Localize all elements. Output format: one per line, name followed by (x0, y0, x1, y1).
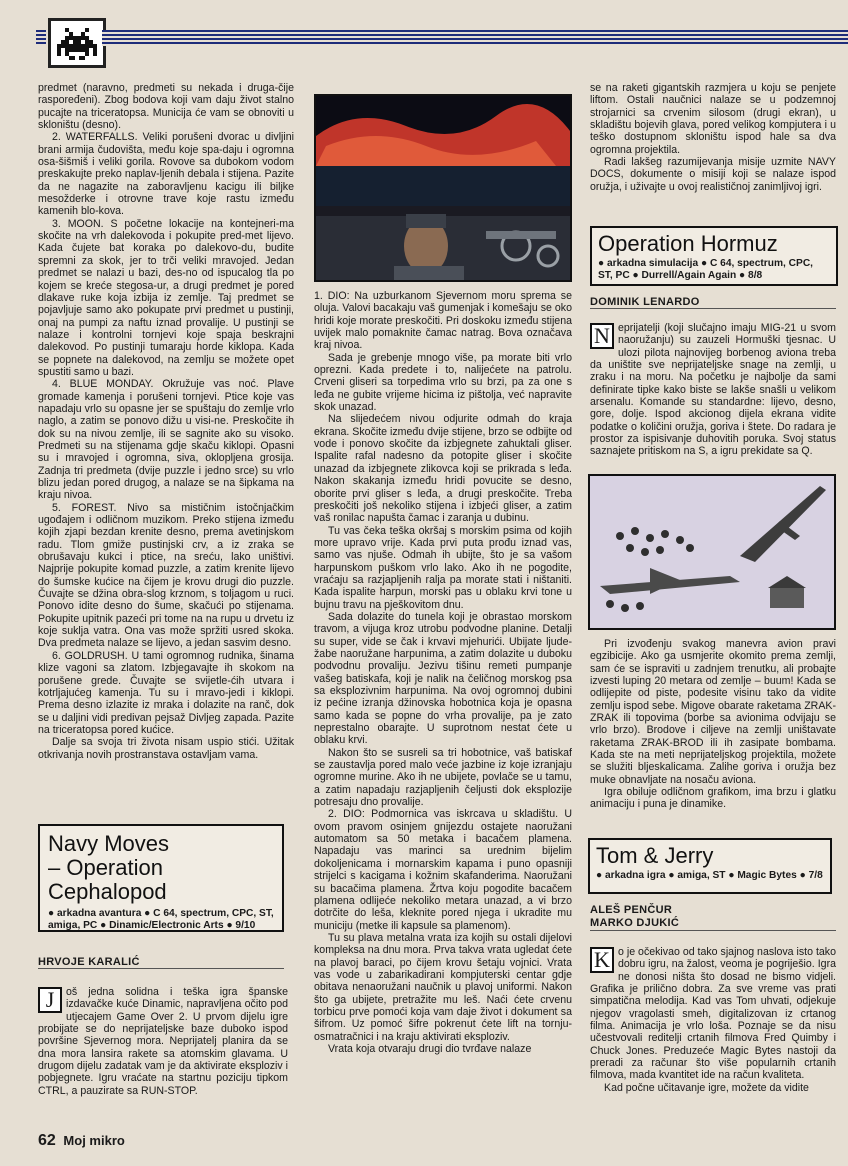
paragraph: 2. DIO: Podmornica vas iskrcava u skladištu. U ovom pravom osinjem gnijezdu ostajete naoružani automatom sa 50 metaka i bacačem plamena. Napadaju vas marinci sa urednim bijelim dokoljenicama i mornarskim kapama i puno opasniji strijelci s kacigama i kožnim skafanderima. Naoružani su bacačima plamena. Žrtva koju pogodite bacačem plamena odlijeće nekoliko metara unazad, a vi brzo dotrčite do leša, kleknite pored njega i ukradite mu municiju (metke ili kapsule sa plamenom). (314, 808, 572, 932)
header-stripe (102, 30, 848, 46)
column-2-text (314, 290, 572, 1055)
review-box-operation-hormuz (590, 226, 838, 286)
paragraph: 2. WATERFALLS. Veliki porušeni dvorac u divljini brani armija čudovišta, među koje spa-daju i ogromna osa-šišmiš i veliki gorila. Rovove sa dubokom vodom preskakujte preko naplav-ljenih debala i stijena. Pazite da ne nagazite na zaboravljenu kacigu ili biljke mesožderke i otrovne trave koje rastu između kamenih blo-kova. (38, 131, 294, 218)
paragraph: Tu vas čeka teška okršaj s morskim psima od kojih more upravo vrije. Kada prvi puta prođu iznad vas, samo vas njuše. Odmah ih ubijte, što je sa vašom harpunskom puškom vrlo lako. Ako ih ne pogodite, vraćaju sa razjapljenih ralja pa morate stati i ništaniti. Kada ispalite harpun, morski pas u oblaku krvi tone u bujnu travu na pješkovitom dnu. (314, 524, 572, 611)
paragraph: Na slijedećem nivou odjurite odmah do kraja ekrana. Skočite između dvije stijene, brzo se odbijte od vode i ponovo skočite da izbjegnete zahuktali gliser. Ispalite rafal nadesno da potopite gliser i skočite unazad da izbjegnete zlikovca koji se prikrada s leđa. Nakon skakanja između hridi povucite se desno, oborite prvi gliser s leđa, a drugi preskočite. Treba preskočiti još nekoliko stijena i izbjeći gliser, a zatim vaš ronilac napušta čamac i zaranja u dubinu. (314, 413, 572, 525)
paragraph: predmet (naravno, predmeti su nekada i druga-čije raspoređeni). Zbog bodova koji vam daju život stalno pucajte na triceratopsa. Municija će vam se obnoviti u skloništu (desno). (38, 82, 294, 132)
paragraph: Igra obiluje odličnom grafikom, ima brzu i glatku animaciju i puna je dinamike. (590, 786, 836, 811)
review-title-line: Navy Moves (48, 831, 170, 856)
magazine-name: Moj mikro (63, 1133, 125, 1148)
space-invader-icon (57, 26, 97, 60)
author-name: DOMINIK LENARDO (590, 296, 700, 308)
page-footer (38, 1132, 125, 1150)
tom-jerry-intro (590, 946, 836, 1094)
author-name: HRVOJE KARALIĆ (38, 956, 140, 968)
paragraph: Sada dolazite do tunela koji je obrastao morskom travom, a vijuga kroz utrobu podvodne planine. Detalji su super, vide se čak i krvavi mjehurići. Ubijate ljude-žabe naoružane harpunima, a zatim dolazite u duboku podvodnu provaliju. Jezivu tišinu remeti pumpanje vašeg batiskafa, koji je nalik na čeličnog morskog psa sa eksplozivnim harpunima. Na ovoj ogromnoj dubini iz pećine izranja džinovska hobotnica koja je opasna samo kada se popne do vrha provalije, pa je zato neprestalno obarajte. U suprotnom nestat ćete u oblaku krvi. (314, 610, 572, 747)
paragraph: 3. MOON. S početne lokacije na kontejneri-ma skočite na vrh dalekovoda i pokupite pred-met lijevo. Kada čujete bat koraka po dalekovo-du, budite spremni za skok, jer to trči veliki mravojed. Jedan predmet se nalazi u bazi, des-no od ispucalog tla po kojem se kreće stegosa-ur, a drugi predmet je pored dlakave ruke koja izbija iz zemlje. Taj predmet se pojavljuje samo ako pokupate prvi predmet u pustinji, onaj na pumpi za naftu iznad provalije. U pustinji se nalaze i kontrolni tornjevi koje spaja beskrajni dalekovod. Po pustinji tumaraju horde kiklopa. Kada se popnete na dalekovod, na zemlju se možete opet spustiti samo u bazi. (38, 217, 294, 378)
intro-text: eprijatelji (koji slučajno imaju MIG-21 u svom naoružanju) su zauzeli Hormuški tjesnac. U ulozi pilota najnovijeg borbenog aviona treba da uništite sve neprijateljske snage na zemlji, u zraku i na moru. Na početku je najbolje da sami definirate tipke kako biste se lakše snašli u velikom arsenalu. Komande su standardne: lijevo, desno, gore, dolje. Ispod akcionog dijela ekrana vidite podatke o količini oružja, goriva i štete. Do radara je prostor za ispisivanje duhovitih poruka. Svoj status saznajete pritiskom na S, a igru prekidate sa Q. (590, 322, 836, 458)
paragraph: 1. DIO: Na uzburkanom Sjevernom moru sprema se oluja. Valovi bacakaju vaš gumenjak i komešaju se oko hridi koje morate preskočiti. Pri doskoku između stijena uvijek malo pomaknite čamac natrag. Bova označava kraj nivoa. (314, 290, 572, 352)
review-title-line: Cephalopod (48, 879, 167, 904)
author-byline (590, 296, 836, 309)
review-box-tom-jerry (588, 838, 832, 894)
paragraph: Sada je grebenje mnogo više, pa morate biti vrlo oprezni. Kada predete i to, nalijećete na patrolu. Crveni gliseri sa torpedima vrlo su brzi, pa za one s leđa ne gubite vrijeme hicima iz pištolja, već napravite skok unazad. (314, 351, 572, 414)
author-byline (38, 956, 284, 969)
author-name: MARKO DJUKIĆ (590, 917, 836, 931)
navy-moves-screenshot (314, 94, 572, 282)
paragraph: 6. GOLDRUSH. U tami ogromnog rudnika, šinama klize vagoni sa zlatom. Izbjegavajte ih skokom na porušene grede. Čuvajte se svijetle-ćih utvara i kotrljajućeg kamenja. Tu su i mravo-jedi i kiklopi. Prema desno izlazite iz mraka i dolazite na ranč, dok se u daljini vidi predivan pejsaž Divljeg zapada. Pazite na triceratopsa pored kućice. (38, 649, 294, 736)
paragraph: Tu su plava metalna vrata iza kojih su ostali dijelovi kompleksa na dnu mora. Prva takva vrata ugledat ćete na plavoj baraci, po čijem krovu šetaju vojnici. Vrata vas vode u zabarikadirani kompjuterski centar gdje obitava nenaoružani naučnik u plavoj uniformi. Nakon što ga ubijete, pretražite mu leš. Naći ćete crvenu torbicu prve pomoći koja vam daje život i dokument sa šifrom. Uz pomoć šifre pokrenut ćete lift na tornju-osmatračnici i na kraju aktivirati eksploziv. (314, 931, 572, 1043)
header-logo (48, 18, 106, 68)
paragraph: Dalje sa svoja tri života nisam uspio stići. Užitak otkrivanja novih prostranstava ostavljam vama. (38, 736, 294, 761)
game-screenshot-image (316, 96, 570, 280)
paragraph: 5. FOREST. Nivo sa mističnim istočnjačkim ugođajem i odličnom muzikom. Preko stijena između kojih zjapi bezdan krenite desno, prema avetinjskom radu. Tlom gmiže pustinjski crv, a iz zraka se obrušavaju kukci i ptice, na sreću, lako uništivi. Najprije pokupite komad puzzle, a zatim krenite lijevo do šumske kućice na čijem je krovu drugi dio puzzle. Čuvajte se džina obra-slog krznom, s toljagom u ruci. Ponovo idite desno do šume, skačući po stijenama. Pokupite upitnik pazeći pri tome na na rupu u drvetu iz koje suklja vatra. Ona vas može spržiti usred skoka. Dva predmeta nalaze se lijevo, a jedan sasvim desno. (38, 501, 294, 650)
review-title-line: – Operation (48, 855, 163, 880)
game-screenshot-image (590, 476, 834, 628)
review-meta: ● arkadna igra ● amiga, ST ● Magic Bytes ● 7/8 (596, 870, 823, 881)
paragraph: Nakon što se susreli sa tri hobotnice, vaš batiskaf se zaustavlja pored malo veće jazbine iz koje izranjaju ogromne murine. Ako ih ne ubijete, povlače se u tamu, a zatim napadaju razjapljenih čeljusti dok eksplozije potresaju dno provalije. (314, 746, 572, 809)
navy-moves-intro (38, 986, 288, 1097)
review-meta: ● arkadna avantura ● C 64, spectrum, CPC, ST, amiga, PC ● Dinamic/Electronic Arts ● 9/10 (48, 908, 274, 931)
author-byline (590, 904, 836, 931)
paragraph: Kad počne učitavanje igre, možete da vidite (604, 1081, 809, 1094)
hormuz-screenshot (588, 474, 836, 630)
paragraph: Pri izvođenju svakog manevra avion pravi egzibicije. Ako ga usmjerite okomito prema zemlji, sam će se ispraviti u zadnjem trenutku, ali probajte izvesti luping 20 metara od zemlje – buum! Kada se odlijepite od piste, podesite visinu tako da vidite zemlju ispod sebe. Migove obarate raketama ZRAK-ZRAK ili topovima (borbe sa avionima odvijaju se vrlo brzo). Brodove i ciljeve na zemlji uništavate raketama ZRAK-BROD ili ih zasipate bombama. Kada ste na meti neprijateljskog projektila, možete se služiti bljeskalicama. Zalihe goriva i oružja bez muke obnavljate na nosaču aviona. (590, 638, 836, 786)
column-1-text (38, 82, 294, 761)
hormuz-intro (590, 322, 836, 458)
intro-text: o je očekivao od tako sjajnog naslova isto tako dobru igru, na žalost, veoma je pogriješio. Igra ne donosi ništa što dosad ne bismo vidjeli. Grafika je prilično dobra. Za sve vreme vas prati simpatična melodija. Kad vas Tom uhvati, odjekuje njegov vragolasti smeh, digitalizovan iz crtanog filma. Animacija je vrlo loša. Poznaje se da nisu učestvovali reditelji crtanih filmova Fred Quimby i Chuck Jones. Preduzeće Magic Bytes nastoji da preradi za računar što više popularnih crtanih filmova, mada kvantitet ide na račun kvaliteta. (590, 946, 836, 1082)
drop-cap: N (590, 323, 614, 349)
hormuz-body (590, 638, 836, 811)
review-title: Operation Hormuz (598, 231, 778, 256)
drop-cap: K (590, 947, 614, 973)
paragraph: se na raketi gigantskih razmjera u koju se penjete liftom. Ostali naučnici nalaze se u podzemnoj strojarnici sa crvenim silosom (drugi ekran), u skladištu bojevih glava, pored velikog kompjutera i u teško dostupnom skloništu ispod hale sa dva ogromna projektila. (590, 82, 836, 156)
review-title: Tom & Jerry (596, 843, 714, 868)
author-name: ALEŠ PENČUR (590, 904, 673, 916)
intro-text: oš jedna solidna i teška igra španske izdavačke kuće Dinamic, napravljena očito pod utjecajem Game Over 2. U prvom dijelu igre probijate se do neprijateljske baze duboko ispod površine Sjevernog mora. Neprijatelj planira da se dna mora lansira rakete sa atomskim glavama. U drugom dijelu zadatak vam je da aktivirate eksploziv i pobjegnete. Igru vraćate na startnu poziciju tipkom CTRL, a pauzirate sa RUN-STOP. (38, 986, 288, 1097)
page-number: 62 (38, 1132, 56, 1149)
header-stripe-left (36, 30, 46, 46)
review-meta: ● arkadna simulacija ● C 64, spectrum, CPC, ST, PC ● Durrell/Again Again ● 8/8 (598, 258, 814, 281)
review-box-navy-moves (38, 824, 284, 932)
paragraph: Vrata koja otvaraju drugi dio tvrđave nalaze (328, 1042, 532, 1055)
drop-cap: J (38, 987, 62, 1013)
column-3-top-text (590, 82, 836, 193)
paragraph: 4. BLUE MONDAY. Okružuje vas noć. Plave gromade kamenja i porušeni tornjevi. Ptice koje vas napadaju vrlo su opasne jer se spuštaju do zemlje vrlo naglo, a zatim se ponovo dižu u visi-ne. Preskočite ih dok su na nivou zemlje, ili se sagnite ako su visoko. Predmeti su na stijenama gdje skaču kiklopi. Opasni su i mravojed i ogromna, siva, okloplјena grosija. Zadnja tri predmeta (dvije puzzle i jedno srce) su vrlo blizu jedan pored drugog, a nalaze se na šipkama na kraju nivoa. (38, 378, 294, 502)
paragraph: Radi lakšeg razumijevanja misije uzmite NAVY DOCS, dokumente o misiji koji se nalaze ispod oružja, i uživajte u ovoj realističnoj zanimljivoj igri. (590, 156, 836, 193)
